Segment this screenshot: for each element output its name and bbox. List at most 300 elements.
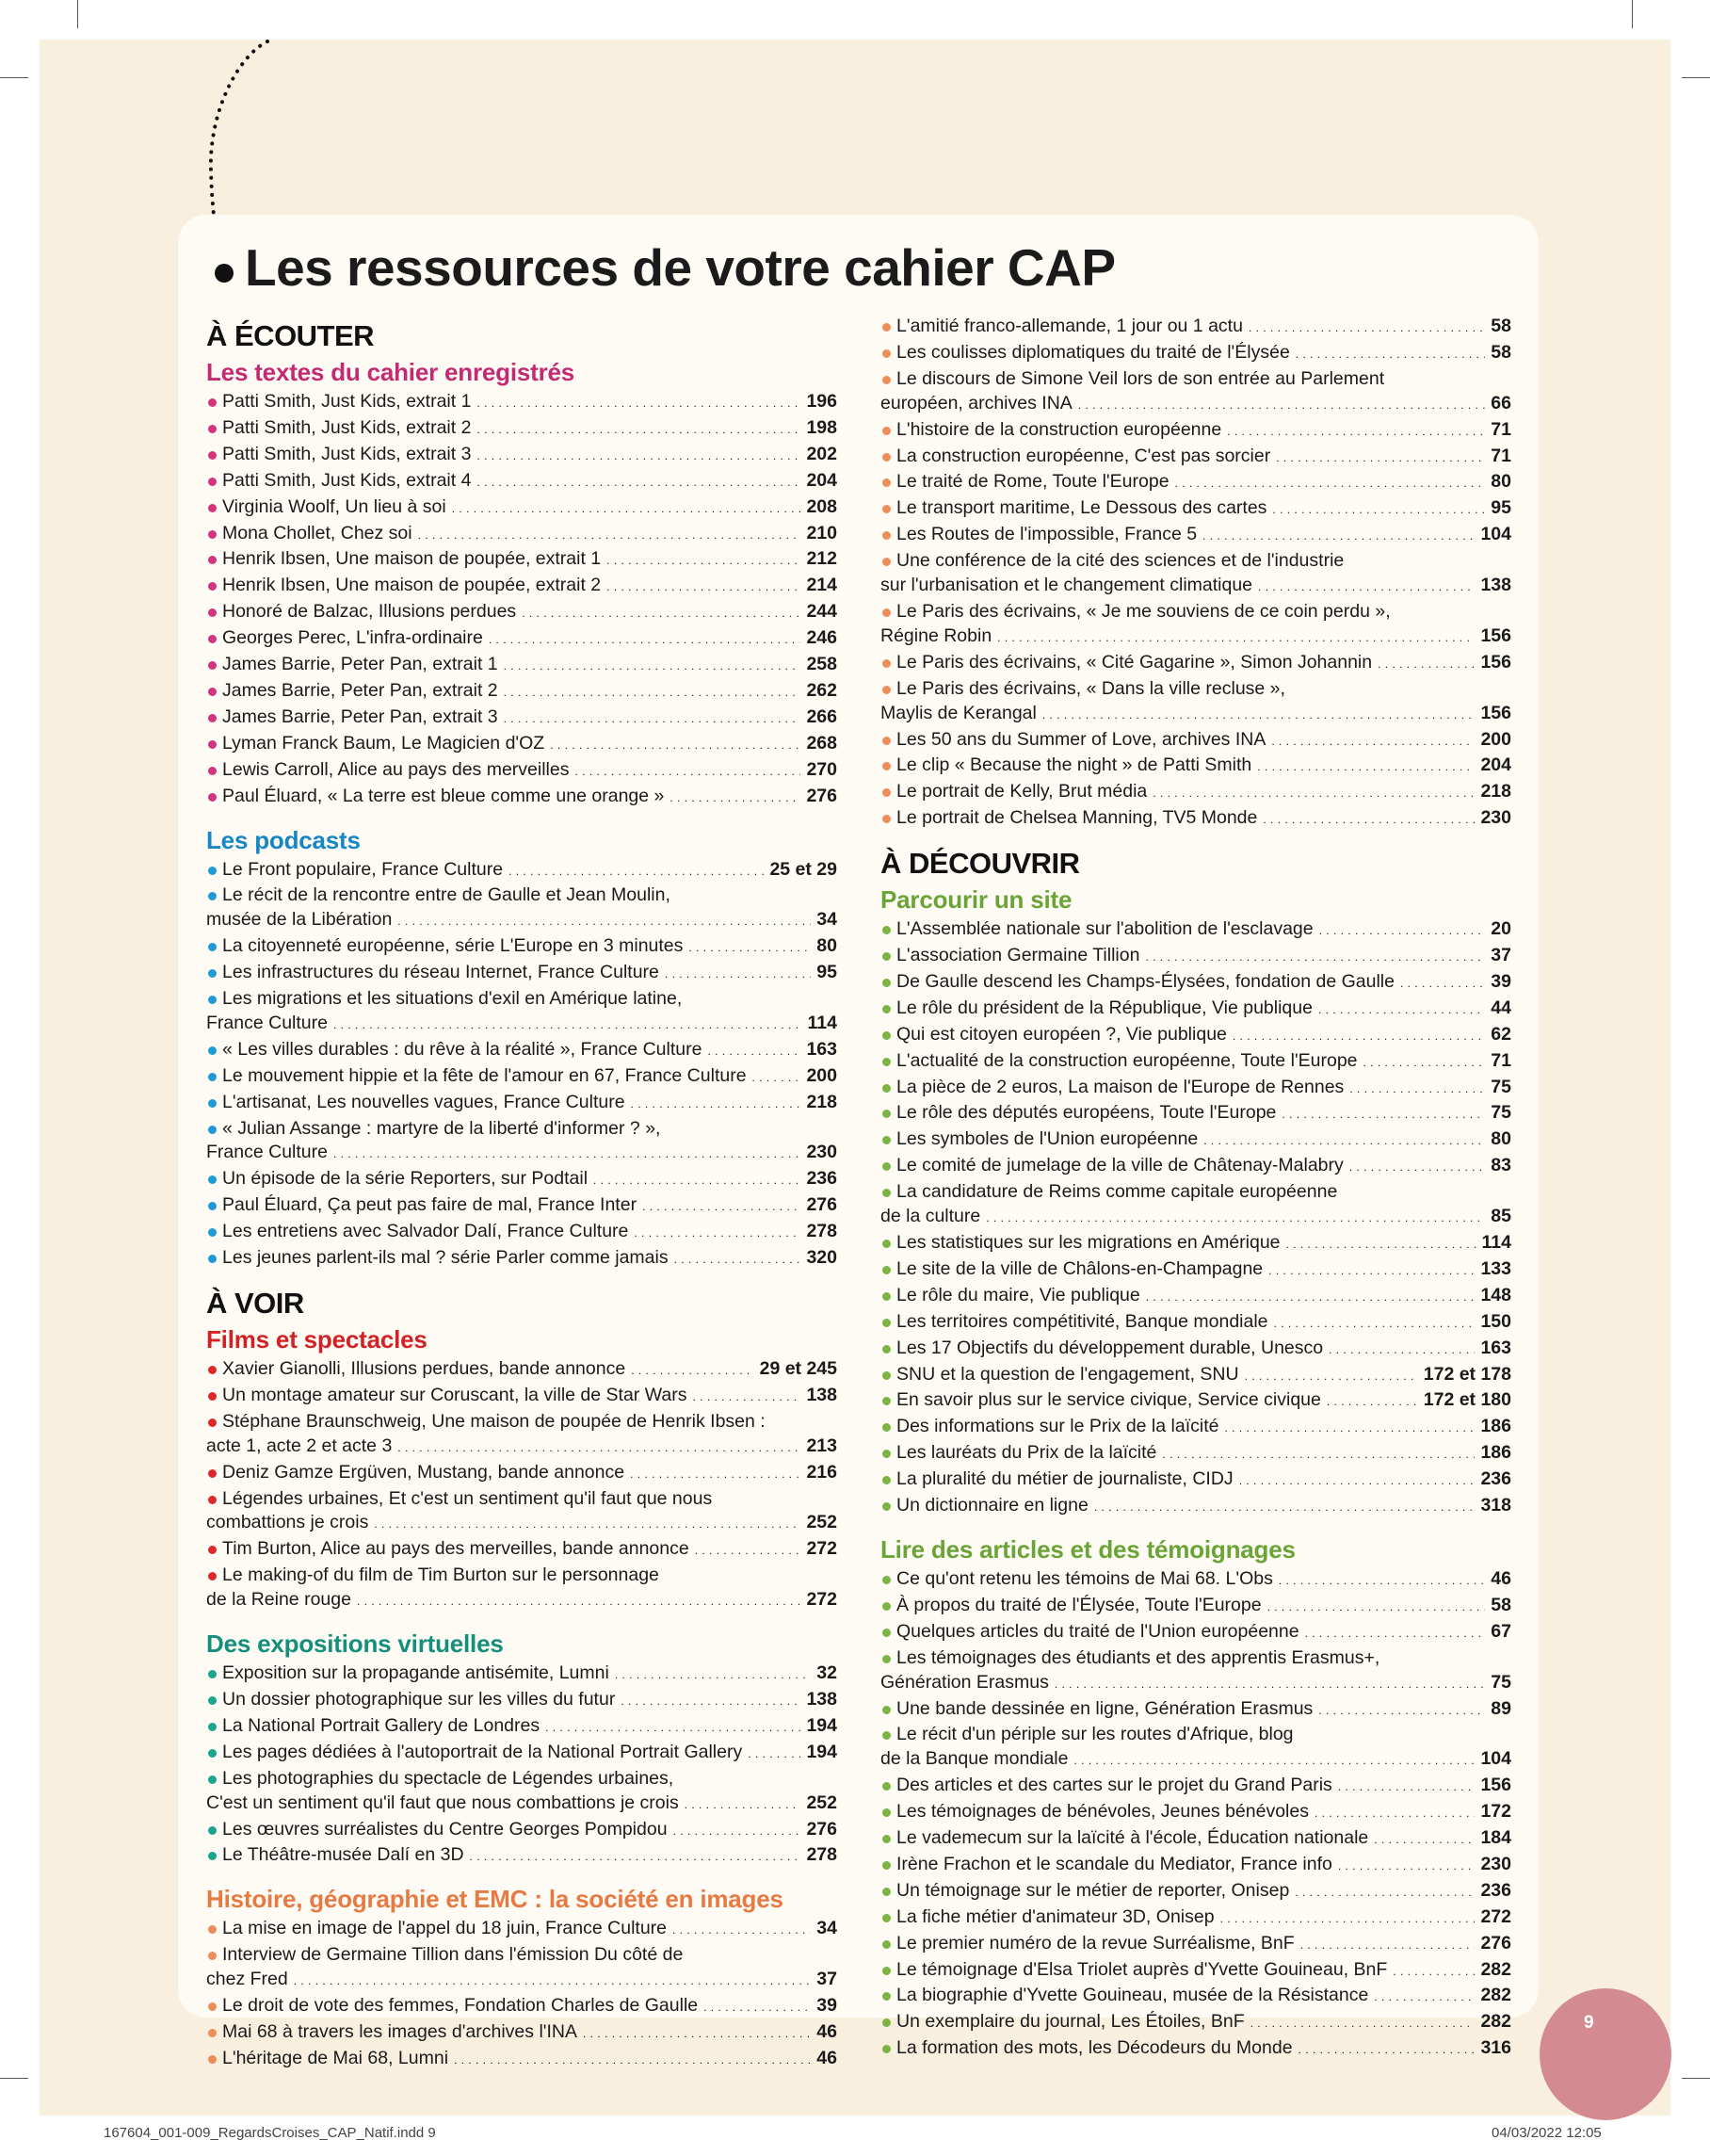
resource-title: La citoyenneté européenne, série L'Europe en 3 minutes xyxy=(222,935,684,957)
page-number: 9 xyxy=(1584,2013,1594,2033)
resource-title: Virginia Woolf, Un lieu à soi xyxy=(222,495,446,517)
resource-item xyxy=(206,1461,837,1487)
resource-item xyxy=(206,1818,837,1844)
resource-row xyxy=(222,2047,837,2073)
resource-item xyxy=(206,626,837,653)
dot-leader xyxy=(1349,1154,1486,1180)
resource-row xyxy=(896,1415,1511,1441)
resource-item xyxy=(880,1800,1511,1826)
resource-title: La construction européenne, C'est pas sorcier xyxy=(896,445,1271,466)
page-reference: 198 xyxy=(806,416,837,438)
dot-leader xyxy=(1249,315,1485,341)
resource-row xyxy=(880,624,1511,651)
resource-row xyxy=(222,1461,837,1487)
dot-leader xyxy=(692,1384,800,1410)
resource-title: Un montage amateur sur Coruscant, la ville de Star Wars xyxy=(222,1384,687,1405)
resource-row xyxy=(222,1357,837,1384)
resource-row xyxy=(896,523,1511,549)
dot-leader xyxy=(986,1205,1485,1231)
page-reference: 272 xyxy=(806,1589,837,1611)
resource-row xyxy=(896,341,1511,367)
resource-title-line: Le récit d'un périple sur les routes d'Afrique, blog xyxy=(896,1724,1294,1745)
page-reference: 156 xyxy=(1480,651,1511,673)
dot-leader xyxy=(1279,1567,1485,1594)
dot-leader xyxy=(672,1917,811,1943)
resource-item xyxy=(880,1154,1511,1180)
resource-item xyxy=(880,2036,1511,2063)
page-reference: 163 xyxy=(806,1038,837,1060)
resource-title: Le rôle des députés européens, Toute l'Europe xyxy=(896,1102,1277,1124)
dot-leader xyxy=(1319,917,1486,944)
resource-row xyxy=(222,785,837,811)
page-reference: 32 xyxy=(816,1662,837,1684)
resource-item xyxy=(206,522,837,548)
dot-leader xyxy=(470,1843,801,1870)
resource-title: La pièce de 2 euros, La maison de l'Europe de Rennes xyxy=(896,1076,1345,1097)
page-reference: 148 xyxy=(1480,1284,1511,1305)
resource-title: Henrik Ibsen, Une maison de poupée, extrait 2 xyxy=(222,575,602,596)
dot-leader xyxy=(1338,1853,1476,1879)
resource-row xyxy=(896,1101,1511,1127)
resource-title-line: Le making-of du film de Tim Burton sur le personnage xyxy=(222,1564,659,1586)
resource-title: Henrik Ibsen, Une maison de poupée, extrait 1 xyxy=(222,548,602,570)
page-reference: 200 xyxy=(806,1064,837,1086)
section-expositions xyxy=(206,1628,837,1870)
resource-item xyxy=(880,1257,1511,1284)
dot-leader xyxy=(1162,1441,1475,1467)
resource-title: À propos du traité de l'Élysée, Toute l'Europe xyxy=(896,1594,1262,1615)
section-textes xyxy=(206,356,837,811)
dot-leader xyxy=(476,416,800,443)
dot-leader xyxy=(1349,1076,1485,1102)
resource-row xyxy=(896,1049,1511,1076)
dot-leader xyxy=(489,626,801,653)
page-reference: 172 et 180 xyxy=(1423,1389,1511,1411)
resource-title: L'histoire de la construction européenne xyxy=(896,418,1222,440)
page-reference: 276 xyxy=(806,1194,837,1216)
resource-item xyxy=(880,1984,1511,2010)
page-reference: 34 xyxy=(816,909,837,931)
resource-title-line: Stéphane Braunschweig, Une maison de poupée de Henrik Ibsen : xyxy=(222,1410,766,1432)
page-reference: 214 xyxy=(806,575,837,596)
resource-row xyxy=(222,1688,837,1714)
dot-leader xyxy=(1175,470,1486,496)
resource-title: Une bande dessinée en ligne, Génération Erasmus xyxy=(896,1697,1314,1719)
resource-title: chez Fred xyxy=(206,1969,288,1990)
resource-row xyxy=(222,390,837,416)
resource-item xyxy=(880,1337,1511,1363)
resource-row xyxy=(222,547,837,574)
resource-row xyxy=(222,1662,837,1688)
resource-row xyxy=(222,1994,837,2020)
page-reference: 44 xyxy=(1491,997,1511,1018)
resource-list xyxy=(880,917,1511,1520)
dot-leader xyxy=(397,1435,800,1461)
resource-item xyxy=(880,944,1511,970)
dot-leader xyxy=(476,443,800,469)
resource-row xyxy=(222,416,837,443)
page-reference: 156 xyxy=(1480,702,1511,723)
resource-item xyxy=(206,1843,837,1870)
resource-item xyxy=(880,600,1511,651)
resource-title: C'est un sentiment qu'il faut que nous combattions je crois xyxy=(206,1791,679,1813)
resource-row xyxy=(896,806,1511,833)
resource-row xyxy=(222,1193,837,1220)
page-reference: 272 xyxy=(806,1538,837,1560)
resource-title: Maylis de Kerangal xyxy=(880,702,1037,723)
resource-title: Un témoignage sur le métier de reporter, Onisep xyxy=(896,1879,1290,1901)
page-reference: 85 xyxy=(1491,1206,1511,1227)
subsection-heading: Parcourir un site xyxy=(880,885,1073,915)
resource-row xyxy=(896,1154,1511,1180)
page-reference: 213 xyxy=(806,1435,837,1456)
resource-title: France Culture xyxy=(206,1142,328,1163)
dot-leader xyxy=(1220,1905,1476,1932)
resource-item xyxy=(880,917,1511,944)
dot-leader xyxy=(1146,1284,1476,1310)
resource-title: combattions je crois xyxy=(206,1512,369,1533)
section-articles xyxy=(880,1533,1511,2063)
resource-title: Le témoignage d'Elsa Triolet auprès d'Yvette Gouineau, BnF xyxy=(896,1958,1388,1980)
section-heading-decouvrir: À DÉCOUVRIR xyxy=(880,847,1080,881)
resource-row xyxy=(222,1064,837,1091)
page-reference: 20 xyxy=(1491,918,1511,940)
resource-row xyxy=(222,1843,837,1870)
resource-title: Georges Perec, L'infra-ordinaire xyxy=(222,627,483,649)
page-reference: 246 xyxy=(806,627,837,649)
resource-list xyxy=(206,1662,837,1870)
resource-title: Le rôle du président de la République, Vie publique xyxy=(896,997,1313,1018)
resource-title: Les jeunes parlent-ils mal ? série Parler comme jamais xyxy=(222,1247,669,1269)
resource-title: Patti Smith, Just Kids, extrait 4 xyxy=(222,469,472,491)
dot-leader xyxy=(452,495,801,522)
resource-row xyxy=(896,1774,1511,1800)
resource-title: Les territoires compétitivité, Banque mondiale xyxy=(896,1310,1268,1332)
dot-leader xyxy=(1263,806,1475,833)
dot-leader xyxy=(1227,418,1485,445)
resource-title: Le Paris des écrivains, « Cité Gagarine », Simon Johannin xyxy=(896,651,1373,673)
resource-item xyxy=(206,987,837,1038)
subsection-heading: Des expositions virtuelles xyxy=(206,1629,504,1659)
page-reference: 208 xyxy=(806,495,837,517)
page-reference: 46 xyxy=(1491,1567,1511,1589)
dot-leader xyxy=(294,1968,812,1994)
resource-list xyxy=(206,1357,837,1614)
dot-leader xyxy=(1338,1774,1476,1800)
resource-title: La National Portrait Gallery de Londres xyxy=(222,1714,540,1736)
resource-title-line: Le récit de la rencontre entre de Gaulle et Jean Moulin, xyxy=(222,884,670,906)
resource-title: Des informations sur le Prix de la laïcité xyxy=(896,1416,1219,1437)
resource-row xyxy=(896,917,1511,944)
resource-title: Des articles et des cartes sur le projet du Grand Paris xyxy=(896,1775,1332,1796)
resource-title: Honoré de Balzac, Illusions perdues xyxy=(222,601,517,623)
resource-row xyxy=(896,1853,1511,1879)
resource-title: « Les villes durables : du rêve à la réalité », France Culture xyxy=(222,1038,702,1060)
page-reference: 46 xyxy=(816,2047,837,2068)
dot-leader xyxy=(1042,702,1476,728)
resource-title: Le portrait de Kelly, Brut média xyxy=(896,781,1148,802)
title-bullet-icon xyxy=(215,264,234,283)
resource-row xyxy=(896,1337,1511,1363)
resource-row xyxy=(222,574,837,600)
page-reference: 37 xyxy=(816,1969,837,1990)
dot-leader xyxy=(1318,997,1485,1023)
resource-title: Le traité de Rome, Toute l'Europe xyxy=(896,471,1170,493)
dot-leader xyxy=(1258,574,1475,600)
resource-item xyxy=(880,523,1511,549)
resource-item xyxy=(206,1487,837,1538)
right-column xyxy=(880,318,1511,2076)
resource-item xyxy=(880,806,1511,833)
dot-leader xyxy=(1374,1984,1475,2010)
resource-row xyxy=(896,1467,1511,1494)
page-reference: 67 xyxy=(1491,1620,1511,1642)
resource-item xyxy=(880,677,1511,728)
resource-title: Le comité de jumelage de la ville de Châtenay-Malabry xyxy=(896,1155,1344,1176)
resource-title-line: Les témoignages des étudiants et des apprentis Erasmus+, xyxy=(896,1646,1380,1668)
page-reference: 282 xyxy=(1480,2011,1511,2033)
resource-item xyxy=(880,1180,1511,1231)
dot-leader xyxy=(1315,1800,1475,1826)
page-reference: 83 xyxy=(1491,1155,1511,1176)
resource-list xyxy=(880,315,1511,833)
dot-leader xyxy=(674,1246,801,1273)
resource-item xyxy=(206,1767,837,1818)
page-reference: 75 xyxy=(1491,1671,1511,1693)
resource-row xyxy=(222,1167,837,1193)
resource-row xyxy=(206,908,837,934)
resource-item xyxy=(206,785,837,811)
dot-leader xyxy=(1318,1697,1485,1724)
resource-row xyxy=(206,1012,837,1038)
dot-leader xyxy=(583,2020,811,2047)
resource-item xyxy=(206,1038,837,1064)
dot-leader xyxy=(1203,1127,1485,1154)
resource-title: L'actualité de la construction européenne, Toute l'Europe xyxy=(896,1049,1358,1071)
resource-title: Lewis Carroll, Alice au pays des merveilles xyxy=(222,758,570,780)
page-reference: 66 xyxy=(1491,392,1511,413)
resource-item xyxy=(880,1826,1511,1853)
resource-item xyxy=(206,600,837,626)
resource-row xyxy=(896,1310,1511,1337)
dot-leader xyxy=(333,1012,802,1038)
resource-row xyxy=(896,1984,1511,2010)
section-histoire xyxy=(206,1883,837,2072)
resource-title: musée de la Libération xyxy=(206,909,393,931)
dot-leader xyxy=(752,1064,801,1091)
dot-leader xyxy=(1329,1337,1475,1363)
dot-leader xyxy=(454,2047,811,2073)
resource-title: Le droit de vote des femmes, Fondation Charles de Gaulle xyxy=(222,1995,699,2017)
resource-list xyxy=(880,1567,1511,2063)
resource-row xyxy=(222,705,837,732)
resource-row xyxy=(206,1968,837,1994)
dot-leader xyxy=(1272,496,1485,523)
page-reference: 37 xyxy=(1491,945,1511,966)
resource-title: Les 17 Objectifs du développement durable, Unesco xyxy=(896,1337,1324,1358)
resource-title: Les infrastructures du réseau Internet, France Culture xyxy=(222,962,659,983)
section-site xyxy=(880,883,1511,1520)
dot-leader xyxy=(1153,780,1475,806)
resource-list xyxy=(206,390,837,811)
dot-leader xyxy=(1055,1671,1485,1697)
dot-leader xyxy=(642,1193,800,1220)
page-reference: 163 xyxy=(1480,1337,1511,1358)
resource-item xyxy=(206,679,837,705)
resource-title: Patti Smith, Just Kids, extrait 3 xyxy=(222,443,472,464)
resource-row xyxy=(222,1537,837,1564)
resource-row xyxy=(896,445,1511,471)
resource-item xyxy=(206,469,837,495)
resource-item xyxy=(206,1943,837,1994)
page-reference: 194 xyxy=(806,1741,837,1762)
dot-leader xyxy=(574,758,800,785)
footer-date: 04/03/2022 12:05 xyxy=(1492,2125,1602,2141)
page-reference: 184 xyxy=(1480,1827,1511,1849)
resource-title: Les pages dédiées à l'autoportrait de la National Portrait Gallery xyxy=(222,1741,743,1762)
page-reference: 210 xyxy=(806,522,837,543)
dot-leader xyxy=(1257,754,1475,780)
resource-row xyxy=(222,600,837,626)
resource-row xyxy=(222,522,837,548)
resource-row xyxy=(206,1588,837,1614)
resource-title: Ce qu'ont retenu les témoins de Mai 68. L'Obs xyxy=(896,1567,1273,1589)
resource-title: Le Théâtre-musée Dalí en 3D xyxy=(222,1844,464,1866)
resource-row xyxy=(896,1826,1511,1853)
page-reference: 276 xyxy=(806,1818,837,1840)
resource-row xyxy=(222,1384,837,1410)
resource-title: France Culture xyxy=(206,1012,328,1033)
dot-leader xyxy=(685,1791,801,1818)
subsection-heading: Les textes du cahier enregistrés xyxy=(206,358,575,386)
resource-title: Les lauréats du Prix de la laïcité xyxy=(896,1442,1157,1464)
resource-title: Qui est citoyen européen ?, Vie publique xyxy=(896,1023,1227,1045)
page-reference: 58 xyxy=(1491,1594,1511,1615)
resource-item xyxy=(880,2010,1511,2036)
dot-leader xyxy=(357,1588,801,1614)
resource-item xyxy=(206,1917,837,1943)
resource-row xyxy=(896,970,1511,997)
resource-row xyxy=(880,574,1511,600)
resource-row xyxy=(896,418,1511,445)
page-reference: 104 xyxy=(1480,524,1511,545)
resource-item xyxy=(880,549,1511,600)
section-heading-ecouter: À ÉCOUTER xyxy=(206,319,375,352)
page-reference: 282 xyxy=(1480,1958,1511,1980)
resource-item xyxy=(880,1231,1511,1257)
resource-item xyxy=(206,390,837,416)
dot-leader xyxy=(997,624,1475,651)
resource-title: La formation des mots, les Décodeurs du Monde xyxy=(896,2037,1293,2059)
page-reference: 218 xyxy=(806,1091,837,1112)
page-reference: 270 xyxy=(806,758,837,780)
resource-title: James Barrie, Peter Pan, extrait 1 xyxy=(222,654,498,675)
resource-item xyxy=(880,315,1511,341)
dot-leader xyxy=(1305,1620,1486,1646)
page-reference: 230 xyxy=(1480,807,1511,829)
resource-title: Les 50 ans du Summer of Love, archives INA xyxy=(896,728,1266,750)
resource-title: Paul Éluard, « La terre est bleue comme une orange » xyxy=(222,785,665,806)
resource-item xyxy=(206,961,837,987)
resource-item xyxy=(206,1193,837,1220)
dot-leader xyxy=(1286,1231,1476,1257)
dot-leader xyxy=(1078,392,1486,418)
resource-item xyxy=(206,2047,837,2073)
resource-title: acte 1, acte 2 et acte 3 xyxy=(206,1435,393,1456)
page-reference: 114 xyxy=(807,1012,837,1033)
page-reference: 276 xyxy=(806,785,837,806)
crop-mark xyxy=(0,2078,28,2079)
resource-item xyxy=(880,1958,1511,1985)
page-reference: 218 xyxy=(1480,781,1511,802)
page-reference: 46 xyxy=(816,2020,837,2042)
dot-leader xyxy=(631,1091,801,1117)
dot-leader xyxy=(621,1688,800,1714)
resource-row xyxy=(222,1917,837,1943)
resource-row xyxy=(880,1671,1511,1697)
resource-title-line: Une conférence de la cité des sciences et de l'industrie xyxy=(896,550,1345,572)
resource-row xyxy=(896,470,1511,496)
resource-item xyxy=(206,1994,837,2020)
resource-item xyxy=(880,1127,1511,1154)
resource-item xyxy=(880,1697,1511,1724)
resource-item xyxy=(880,1101,1511,1127)
resource-row xyxy=(206,1435,837,1461)
resource-title: En savoir plus sur le service civique, Service civique xyxy=(896,1389,1321,1411)
resource-title-line: Le Paris des écrivains, « Je me souviens de ce coin perdu », xyxy=(896,600,1391,622)
dot-leader xyxy=(1267,1594,1486,1620)
resource-title: sur l'urbanisation et le changement climatique xyxy=(880,575,1253,596)
resource-row xyxy=(222,1038,837,1064)
page-reference: 62 xyxy=(1491,1023,1511,1045)
resource-title: L'artisanat, Les nouvelles vagues, France Culture xyxy=(222,1091,625,1112)
dot-leader xyxy=(630,1461,800,1487)
resource-item xyxy=(880,1049,1511,1076)
page-reference: 75 xyxy=(1491,1102,1511,1124)
resource-item xyxy=(206,416,837,443)
resource-item xyxy=(206,1410,837,1461)
page-reference: 276 xyxy=(1480,1932,1511,1953)
resource-row xyxy=(896,754,1511,780)
resource-row xyxy=(896,728,1511,754)
crop-mark xyxy=(1682,77,1710,78)
resource-row xyxy=(896,1620,1511,1646)
dot-leader xyxy=(418,522,801,548)
dot-leader xyxy=(1274,1310,1476,1337)
dot-leader xyxy=(550,732,800,758)
resource-item xyxy=(206,653,837,679)
page-reference: 172 et 178 xyxy=(1423,1363,1511,1385)
resource-row xyxy=(896,1594,1511,1620)
page-reference: 278 xyxy=(806,1221,837,1242)
dot-leader xyxy=(669,785,800,811)
resource-title: Deniz Gamze Ergüven, Mustang, bande annonce xyxy=(222,1461,625,1483)
page-reference: 114 xyxy=(1481,1232,1511,1253)
dot-leader xyxy=(634,1220,800,1246)
resource-row xyxy=(896,651,1511,677)
resource-title: Les statistiques sur les migrations en Amérique xyxy=(896,1232,1281,1253)
resource-item xyxy=(880,1415,1511,1441)
dot-leader xyxy=(748,1741,800,1767)
page-reference: 282 xyxy=(1480,1985,1511,2006)
resource-title: Le clip « Because the night » de Patti Smith xyxy=(896,754,1252,776)
dot-leader xyxy=(1296,341,1486,367)
page-reference: 138 xyxy=(806,1384,837,1405)
resource-title: de la Reine rouge xyxy=(206,1589,351,1611)
page-reference: 186 xyxy=(1480,1442,1511,1464)
resource-item xyxy=(880,470,1511,496)
resource-item xyxy=(206,1741,837,1767)
